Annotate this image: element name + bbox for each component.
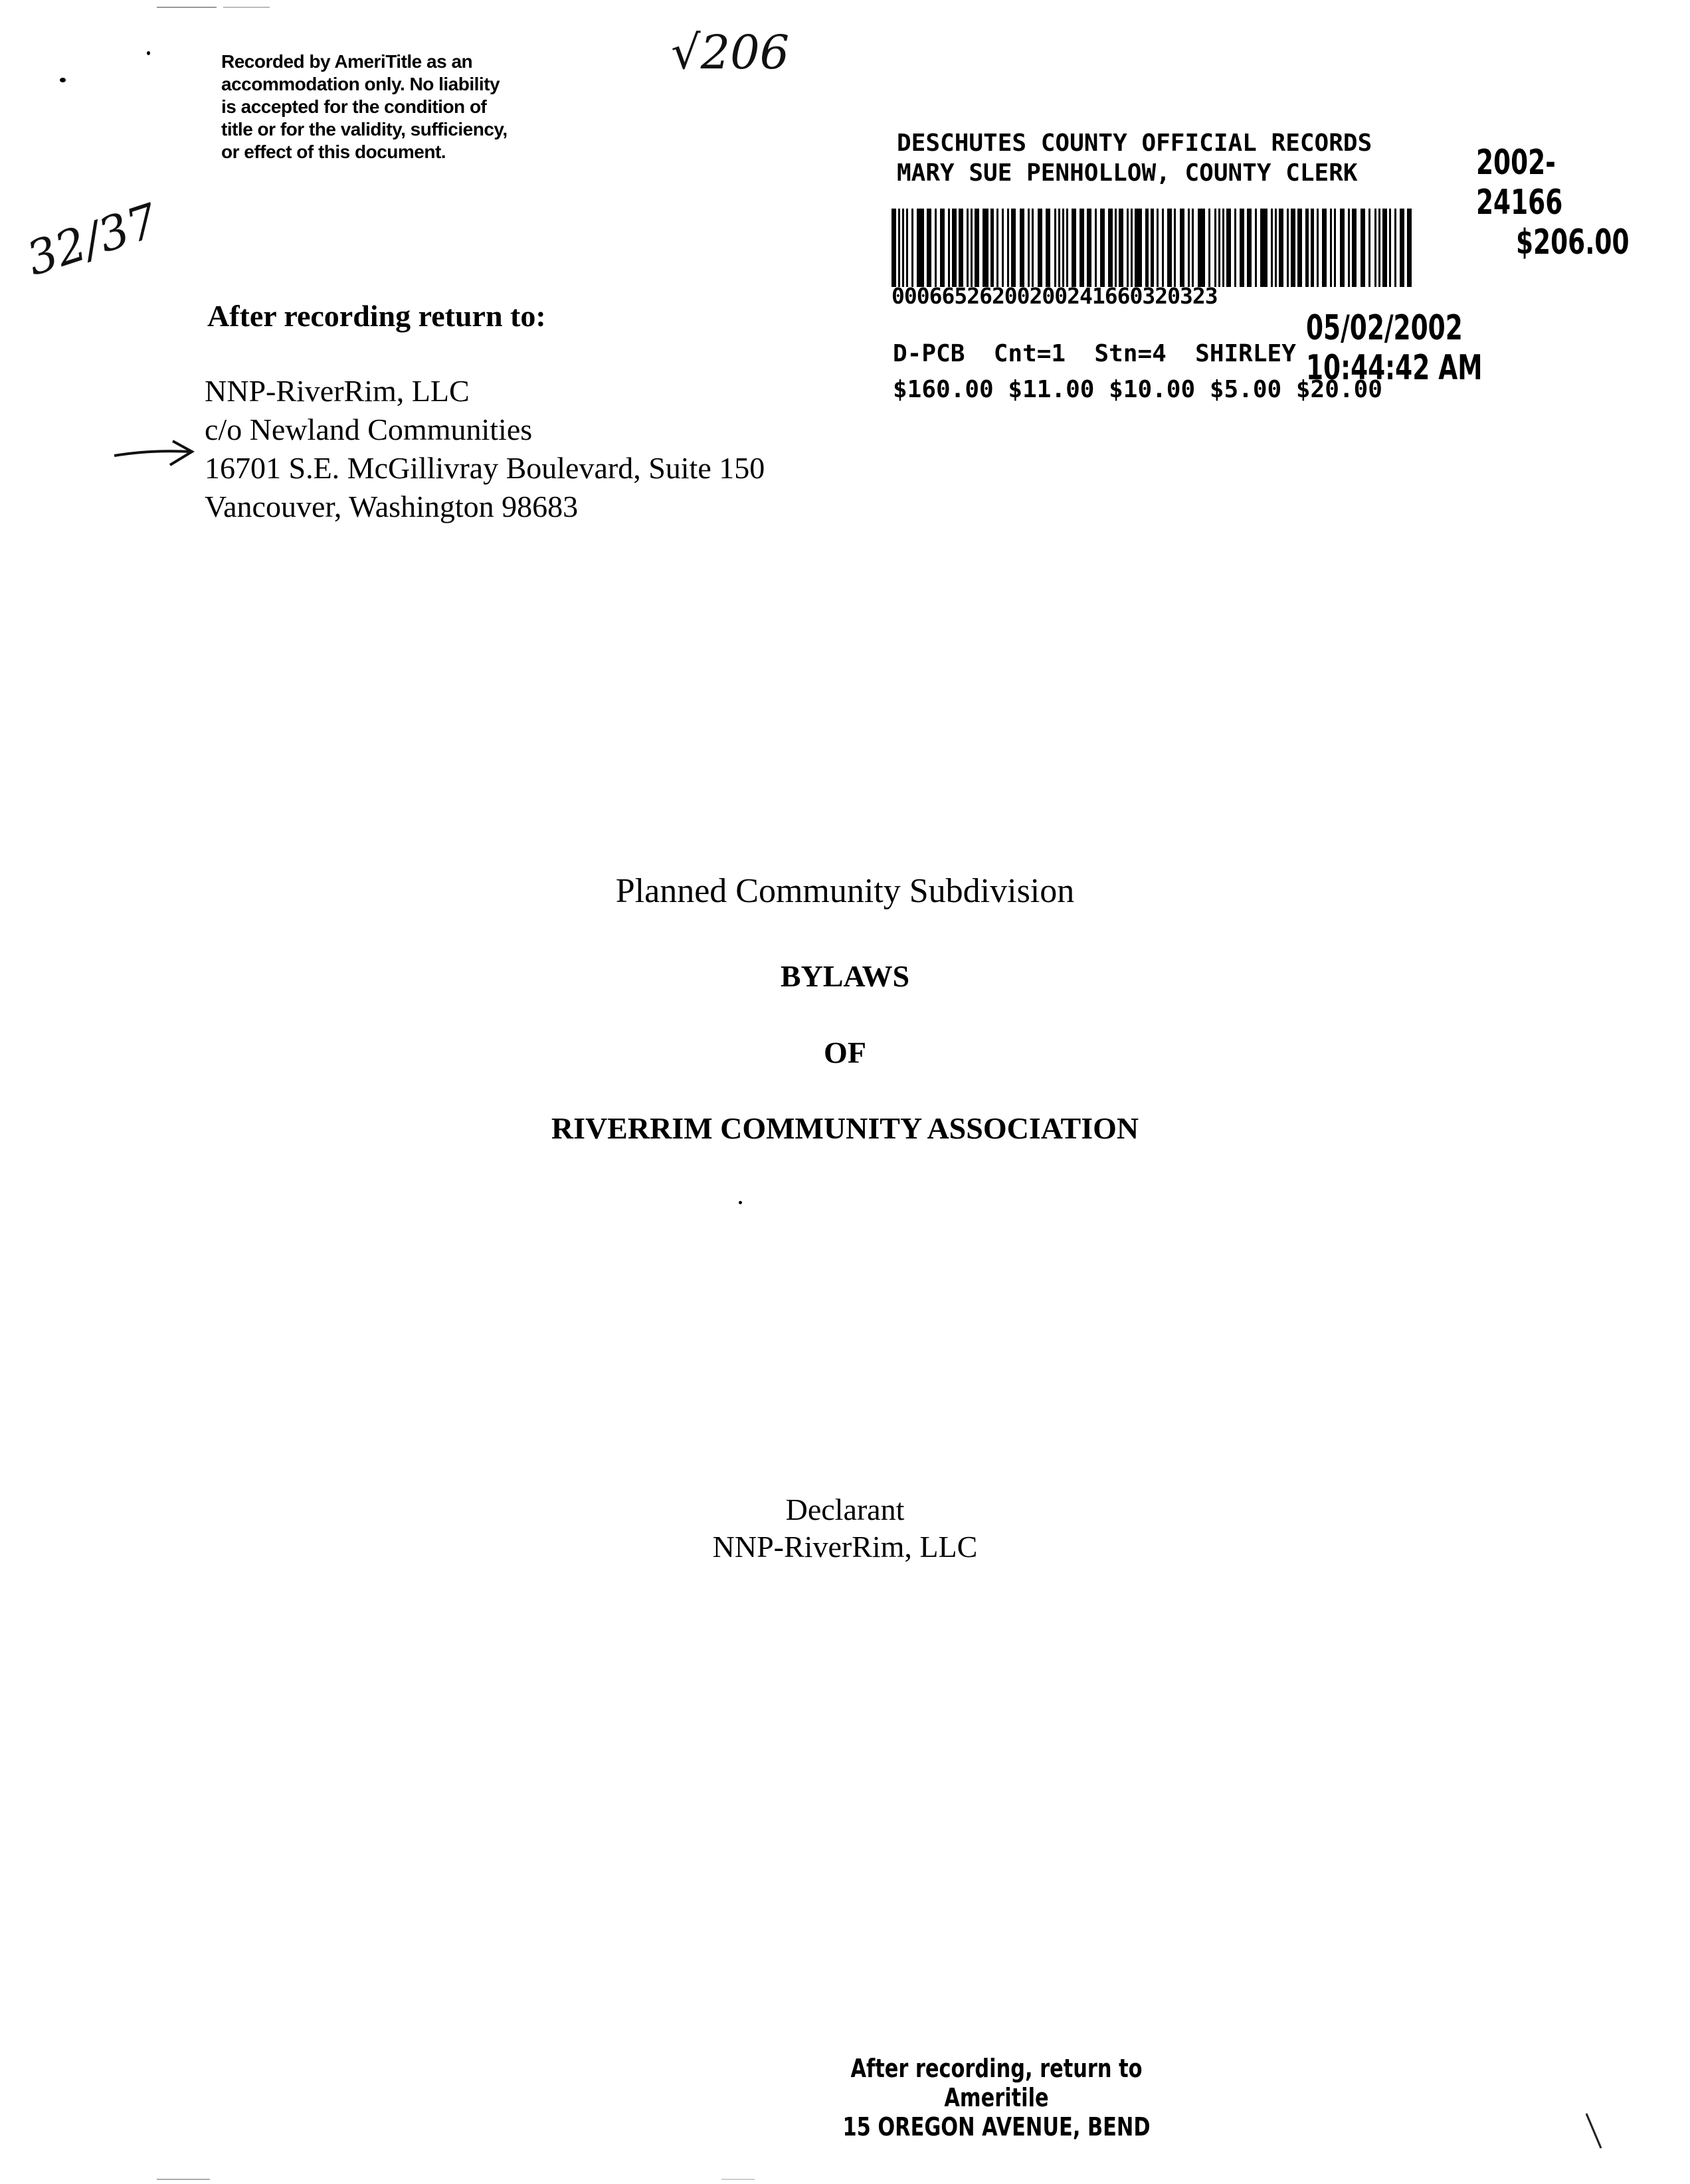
barcode-bar [1226,209,1231,287]
barcode-bar [1020,209,1024,287]
barcode-bar [1002,209,1004,287]
return-address-line: Vancouver, Washington 98683 [205,490,579,523]
barcode-bar [1054,209,1056,287]
barcode-bar [1192,209,1194,287]
barcode-bar [1167,209,1172,287]
barcode-bar [1297,209,1302,287]
barcode-bar [1108,209,1113,287]
barcode-bar [1131,209,1133,287]
scan-edge-artifact [157,2172,1472,2175]
barcode-bar [996,209,998,287]
barcode-bar [1072,209,1076,287]
barcode-bar [1188,209,1190,287]
barcode-bar [1028,209,1030,287]
barcode-bar [1247,209,1252,287]
footer-return-stamp [731,2054,1262,2141]
barcode-bar [1011,209,1016,287]
barcode-bar [1119,209,1123,287]
barcode-bar [1127,209,1129,287]
scan-mark [1584,2111,1604,2151]
recorder-fee-total: $206.00 [1516,223,1630,262]
barcode-bar [1400,209,1404,287]
disclaimer-line: accommodation only. No liability [221,74,500,94]
barcode-bar [927,209,931,287]
document-title: BYLAWS [780,959,910,993]
scan-speck [60,78,66,82]
association-name: RIVERRIM COMMUNITY ASSOCIATION [551,1111,1139,1145]
barcode-bar [940,209,945,287]
barcode-bar [902,209,904,287]
barcode-bar [990,209,994,287]
scan-speck [739,1201,742,1204]
barcode-bar [1218,209,1220,287]
barcode-bar [1322,209,1327,287]
handwritten-page-note: 32/37 [20,193,165,287]
barcode-bar [1378,209,1380,287]
footer-stamp-line: 15 OREGON AVENUE, BEND [842,2112,1151,2141]
document-subtitle: Planned Community Subdivision [615,872,1075,910]
barcode-bar [1374,209,1376,287]
disclaimer-line: title or for the validity, sufficiency, [221,119,508,139]
barcode-bar [1334,209,1336,287]
barcode-bar [1382,209,1387,287]
barcode-bar [898,209,900,287]
barcode-bar [1115,209,1117,287]
scan-speck [147,51,150,55]
barcode-bar [1407,209,1412,287]
barcode-bar [1394,209,1396,287]
barcode-bar [952,209,957,287]
declarant-label: Declarant [785,1493,905,1526]
footer-stamp-line: After recording, return to [850,2054,1143,2083]
barcode-bar [1080,209,1084,287]
recorder-fee-breakdown: $160.00 $11.00 $10.00 $5.00 $20.00 [893,376,1382,403]
disclaimer-line: or effect of this document. [221,141,446,162]
scan-edge-artifact [157,0,1472,3]
barcode-bar [1255,209,1257,287]
recording-barcode [892,209,1416,287]
barcode-number: 00066526200200241660320323 [892,283,1218,309]
barcode-bar [948,209,950,287]
recorder-document-number: 2002-24166 [1476,143,1563,223]
barcode-bar [1208,209,1210,287]
handwritten-fee-note: √206 [671,25,790,80]
return-address-line: NNP-RiverRim, LLC [205,374,470,408]
disclaimer-line: Recorded by AmeriTitle as an [221,51,473,72]
barcode-bar [1198,209,1205,287]
barcode-bar [1222,209,1224,287]
return-address-line: c/o Newland Communities [205,412,533,446]
barcode-bar [917,209,924,287]
barcode-bar [1317,209,1319,287]
barcode-bar [971,209,973,287]
barcode-bar [1062,209,1064,287]
barcode-bar [1038,209,1042,287]
declarant-name: NNP-RiverRim, LLC [712,1530,978,1564]
barcode-bar [1007,209,1009,287]
return-to-heading: After recording return to: [207,299,546,333]
barcode-bar [1032,209,1034,287]
recorder-datetime: 05/02/2002 10:44:42 AM [1306,308,1483,388]
barcode-bar [1058,209,1060,287]
barcode-bar [1287,209,1289,287]
barcode-bar [1311,209,1314,287]
barcode-bar [1240,209,1244,287]
handwritten-arrow-icon [112,437,195,470]
barcode-bar [1348,209,1350,287]
barcode-bar [1151,209,1154,287]
barcode-bar [1340,209,1345,287]
barcode-bar [906,209,908,287]
barcode-bar [1180,209,1184,287]
barcode-bar [1260,209,1268,287]
barcode-bar [1145,209,1149,287]
disclaimer-line: is accepted for the condition of [221,96,487,117]
barcode-bar [1087,209,1091,287]
barcode-bar [1305,209,1309,287]
barcode-bar [1046,209,1050,287]
recorder-station-line: D-PCB Cnt=1 Stn=4 SHIRLEY [893,340,1296,367]
barcode-bar [975,209,979,287]
barcode-bar [967,209,969,287]
barcode-bar [1389,209,1391,287]
barcode-bar [892,209,896,287]
return-address [205,372,765,526]
barcode-bar [1275,209,1277,287]
return-address-line: 16701 S.E. McGillivray Boulevard, Suite 150 [205,451,765,485]
barcode-bar [1095,209,1097,287]
recorder-office: DESCHUTES COUNTY OFFICIAL RECORDS [897,130,1372,157]
barcode-bar [1271,209,1273,287]
barcode-bar [1330,209,1332,287]
barcode-bar [1352,209,1357,287]
barcode-bar [983,209,988,287]
barcode-bar [959,209,963,287]
footer-stamp-line: Ameritile [944,2083,1049,2112]
barcode-bar [1368,209,1370,287]
barcode-bar [1234,209,1236,287]
recorder-clerk: MARY SUE PENHOLLOW, COUNTY CLERK [897,159,1358,187]
document-title-of: OF [824,1036,866,1069]
barcode-bar [1279,209,1283,287]
barcode-bar [935,209,937,287]
barcode-bar [1100,209,1105,287]
barcode-bar [1214,209,1216,287]
recording-disclaimer [221,50,567,163]
barcode-bar [1162,209,1164,287]
barcode-bar [1361,209,1365,287]
barcode-bar [1157,209,1159,287]
barcode-bar [1135,209,1142,287]
barcode-bar [911,209,913,287]
barcode-bar [1066,209,1068,287]
barcode-bar [1291,209,1295,287]
barcode-bar [1174,209,1176,287]
